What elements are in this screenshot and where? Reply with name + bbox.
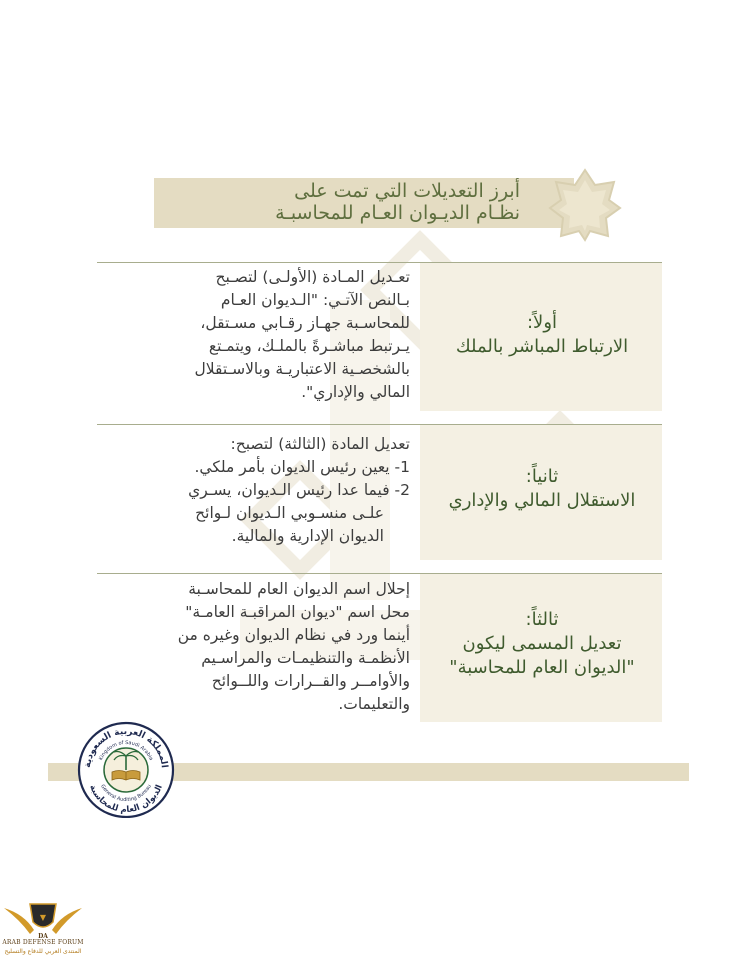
row-2-label-title: الاستقلال المالي والإداري xyxy=(448,490,636,511)
row-3-text-line: أينما ورد في نظام الديوان وغيره من xyxy=(177,626,410,644)
row-1-text-line: يـرتبط مباشـرةً بالملـك، ويتمـتع xyxy=(208,337,410,355)
forum-subtitle: المنتدى العربي للدفاع والتسليح xyxy=(4,948,82,955)
page-title xyxy=(170,180,520,228)
general-auditing-bureau-seal-icon xyxy=(76,718,176,818)
row-2-label-heading: ثانياً: xyxy=(525,466,559,487)
row-3-text-line: الأنظمـة والتنظيمـات والمراسـيم xyxy=(201,649,410,667)
row-1-text-line: بالشخصـية الاعتباريـة وبالاسـتقلال xyxy=(194,360,410,378)
row-2-text xyxy=(110,433,410,548)
row-2-text-line: 2- فيما عدا رئيس الـديوان، يسـري xyxy=(188,481,410,499)
row-1-label xyxy=(426,311,658,359)
row-3-label-heading: ثالثاً: xyxy=(525,609,559,630)
row-1-text-line: بـالنص الآتـي: "الـديوان العـام xyxy=(220,291,410,309)
row-3-text-line: والأوامــر والقــرارات واللــوائح xyxy=(211,672,410,690)
row-3-text-line: محل اسم "ديوان المراقبـة العامـة" xyxy=(185,603,410,621)
row-2-text-line: علـى منسـوبي الـديوان لـوائح xyxy=(195,504,384,522)
row-2-text-line: 1- يعين رئيس الديوان بأمر ملكي. xyxy=(194,458,410,476)
row-1-label-title: الارتباط المباشر بالملك xyxy=(455,336,629,357)
seal-english-bottom: General Auditing Bureau xyxy=(99,783,153,804)
title-line-1: أبرز التعديلات التي تمت على xyxy=(294,180,520,202)
row-1-text-line: للمحاسـبة جهـاز رقـابي مسـتقل، xyxy=(200,314,410,332)
title-line-2: نظـام الديـوان العـام للمحاسبـة xyxy=(275,202,520,224)
seal-english-top: Kingdom of Saudi Arabia xyxy=(98,739,154,762)
row-1-text xyxy=(110,266,410,404)
seal-arabic-bottom: الديوان العام للمحاسبة xyxy=(87,783,165,816)
row-3-label-title: تعديل المسمى ليكون xyxy=(462,633,622,654)
row-1-text-line: تعـديل المـادة (الأولـى) لتصـبح xyxy=(215,268,410,286)
svg-text:▼: ▼ xyxy=(39,913,47,922)
row-3-label-subtitle: "الديوان العام للمحاسبة" xyxy=(449,657,635,678)
star-ornament-icon xyxy=(548,168,622,242)
row-1-text-line: المالي والإداري". xyxy=(301,383,410,401)
svg-text:DA: DA xyxy=(38,933,48,940)
row-3-text-line: والتعليمات. xyxy=(338,695,410,713)
row-3-text-line: إحلال اسم الديوان العام للمحاسـبة xyxy=(188,580,410,598)
seal-arabic-top: المملكة العربية السعودية xyxy=(83,726,169,769)
row-1-label-heading: أولاً: xyxy=(526,312,558,333)
row-2-text-line: الديوان الإدارية والمالية. xyxy=(231,527,384,545)
row-2-label xyxy=(426,465,658,513)
row-3-text xyxy=(110,578,410,716)
row-2-text-line: تعديل المادة (الثالثة) لتصبح: xyxy=(230,435,410,453)
row-3-label xyxy=(426,608,658,680)
forum-name: ARAB DEFENSE FORUM xyxy=(2,939,84,946)
